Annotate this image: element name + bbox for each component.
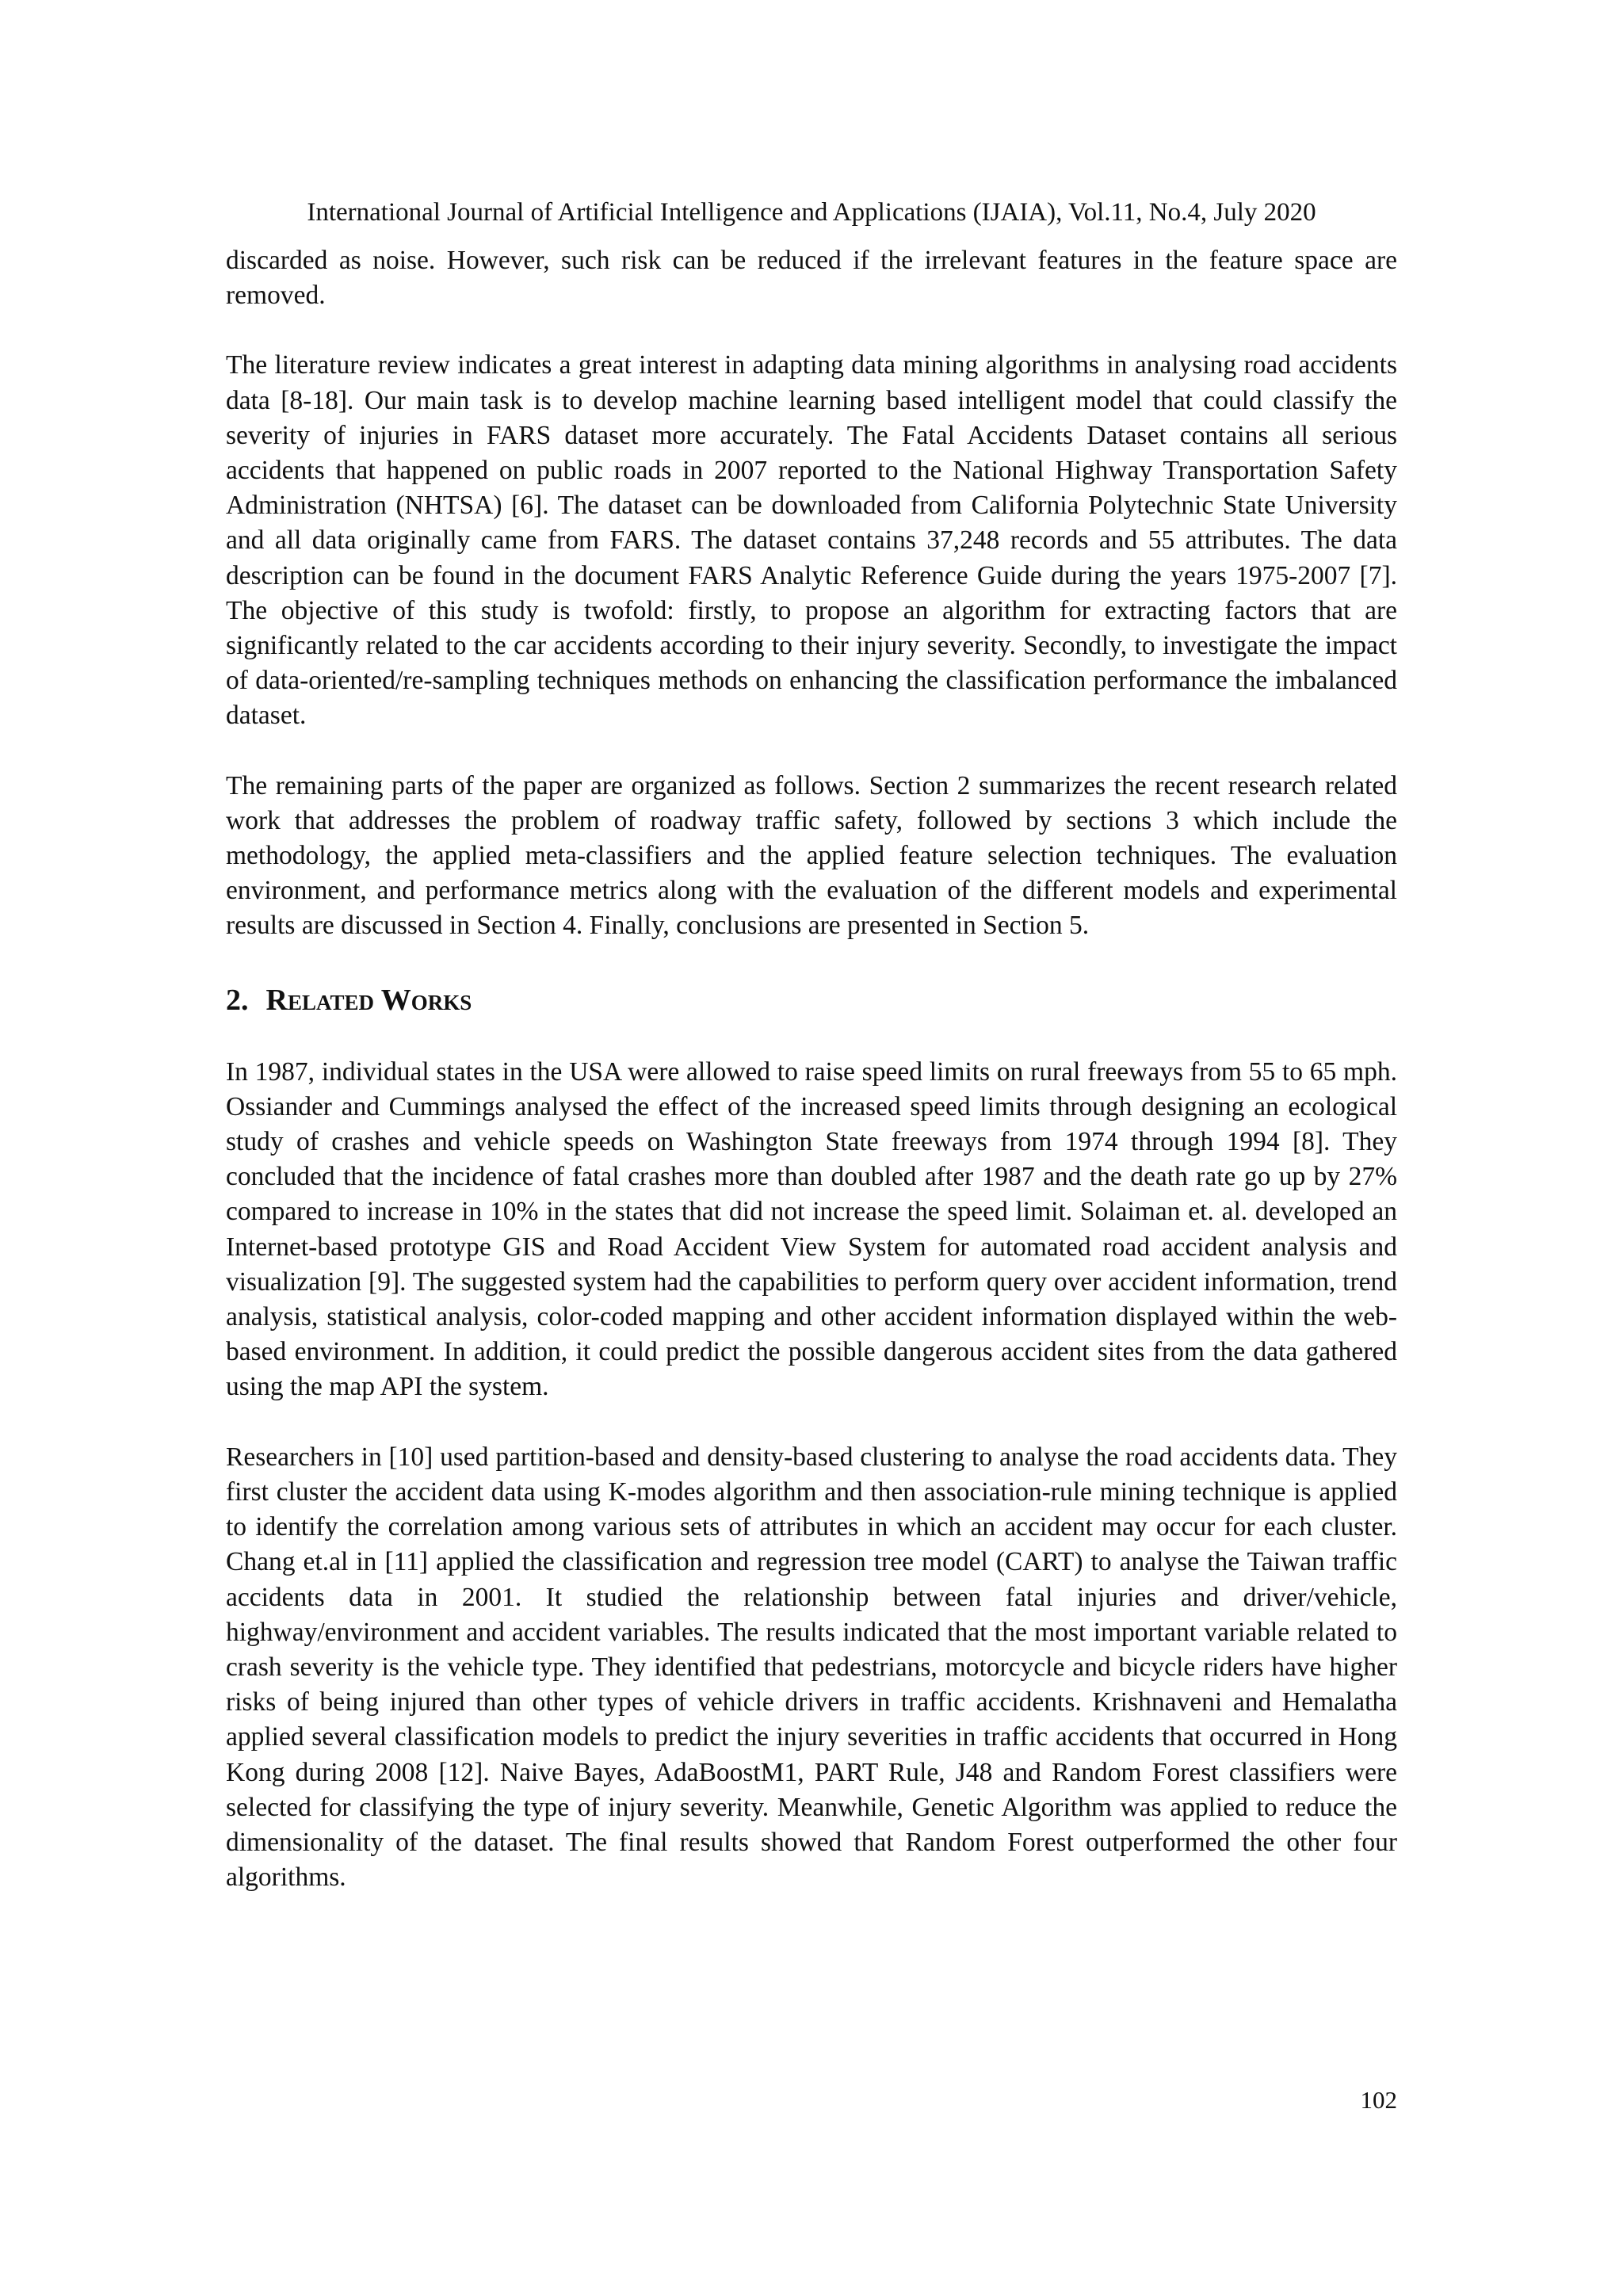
paragraph-clustering-research: Researchers in [10] used partition-based and density-based clustering to analyse the road accidents data. They first cluster the accident data using K-modes algorithm and then association-rule mining technique is applied to identify the correlation among various sets of attributes in which an accident may occur for each cluster. Chang et.al in [11] applied the classification and regression tree model (CART) to analyse the Taiwan traffic accidents data in 2001. It studied the relationship between fatal injuries and driver/vehicle, highway/environment and accident variables. The results indicated that the most important variable related to crash severity is the vehicle type. They identified that pedestrians, motorcycle and bicycle riders have higher risks of being injured than other types of vehicle drivers in traffic accidents. Krishnaveni and Hemalatha applied several classification models to predict the injury severities in traffic accidents that occurred in Hong Kong during 2008 [12]. Naive Bayes, AdaBoostM1, PART Rule, J48 and Random Forest classifiers were selected for classifying the type of injury severity. Meanwhile, Genetic Algorithm was applied to reduce the dimensionality of the dataset. The final results showed that Random Forest outperformed the other four algorithms.	[226, 1442, 1397, 1893]
paragraph-speed-limits: In 1987, individual states in the USA were allowed to raise speed limits on rural freeways from 55 to 65 mph. Ossiander and Cummings analysed the effect of the increased speed limits through designing an ecological study of crashes and vehicle speeds on Washington State freeways from 1974 through 1994 [8]. They concluded that the incidence of fatal crashes more than doubled after 1987 and the death rate go up by 27% compared to increase in 10% in the states that did not increase the speed limit. Solaiman et. al. developed an Internet-based prototype GIS and Road Accident View System for automated road accident analysis and visualization [9]. The suggested system had the capabilities to perform query over accident information, trend analysis, statistical analysis, color-coded mapping and other accident information displayed within the web-based environment. In addition, it could predict the possible dangerous accident sites from the data gathered using the map API the system.	[226, 1056, 1397, 1402]
section-number: 2.	[226, 983, 249, 1017]
section-title: Related Works	[265, 983, 472, 1017]
running-header: International Journal of Artificial Intelligence and Applications (IJAIA), Vol.11, No.4, July 2020	[307, 198, 1316, 227]
body-text	[226, 243, 1397, 1895]
paragraph-continuation: discarded as noise. However, such risk can be reduced if the irrelevant features in the feature space are removed.	[226, 246, 1397, 311]
page-number: 102	[1360, 2086, 1397, 2114]
section-heading-related-works	[226, 982, 1397, 1018]
paragraph-paper-organization: The remaining parts of the paper are organized as follows. Section 2 summarizes the recent research related work that addresses the problem of roadway traffic safety, followed by sections 3 which include the methodology, the applied meta-classifiers and the applied feature selection techniques. The evaluation environment, and performance metrics along with the evaluation of the different models and experimental results are discussed in Section 4. Finally, conclusions are presented in Section 5.	[226, 770, 1397, 941]
paragraph-literature-review: The literature review indicates a great interest in adapting data mining algorithms in analysing road accidents data [8-18]. Our main task is to develop machine learning based intelligent model that could classify the severity of injuries in FARS dataset more accurately. The Fatal Accidents Dataset contains all serious accidents that happened on public roads in 2007 reported to the National Highway Transportation Safety Administration (NHTSA) [6]. The dataset can be downloaded from California Polytechnic State University and all data originally came from FARS. The dataset contains 37,248 records and 55 attributes. The data description can be found in the document FARS Analytic Reference Guide during the years 1975-2007 [7]. The objective of this study is twofold: firstly, to propose an algorithm for extracting factors that are significantly related to the car accidents according to their injury severity. Secondly, to investigate the impact of data-oriented/re-sampling techniques methods on enhancing the classification performance the imbalanced dataset.	[226, 350, 1397, 731]
